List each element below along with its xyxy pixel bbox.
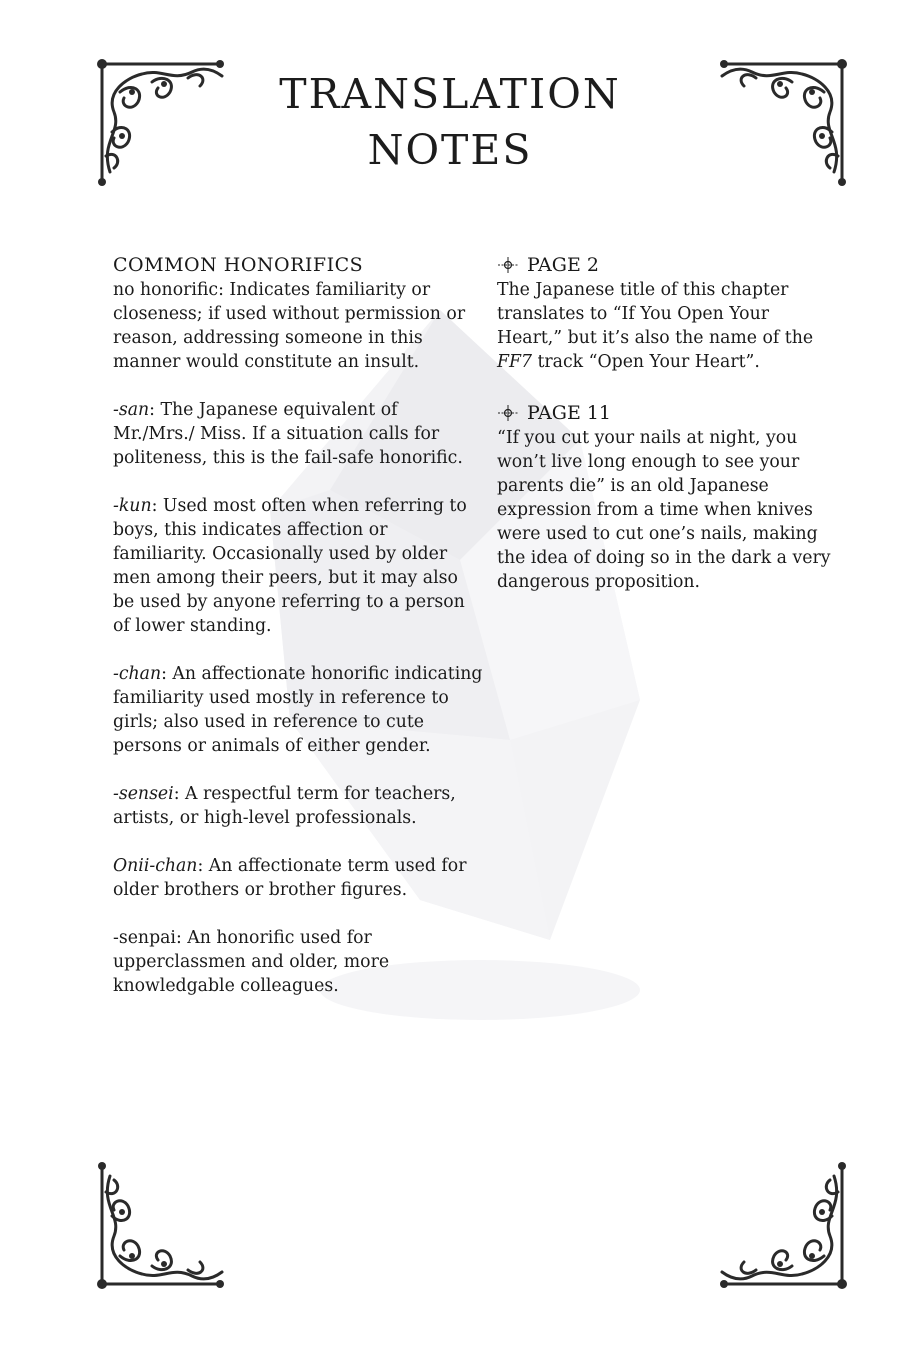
honorific-entry [113, 494, 483, 638]
honorifics-column [113, 252, 483, 1022]
note-italic-title: FF7 [497, 352, 532, 372]
honorific-desc: : An affectionate term used for older brothers or brother figures. [113, 856, 467, 900]
page-note [497, 400, 832, 594]
honorific-senpai: -senpai: An honorific used for upperclassmen and older, more knowledgable colleagues. [113, 928, 390, 996]
note-heading [497, 252, 832, 278]
honorific-term: -san [113, 400, 150, 420]
honorific-entry [113, 662, 483, 758]
note-body [497, 278, 832, 374]
note-heading [497, 400, 832, 426]
honorific-desc: : An affectionate honorific indicating familiarity used mostly in reference to girls; also used in reference to cute persons or animals of either gender. [113, 664, 483, 756]
note-text: track “Open Your Heart”. [531, 352, 760, 372]
honorific-entry [113, 398, 483, 470]
compass-ornament-icon [497, 404, 519, 422]
note-body: “If you cut your nails at night, you won’t live long enough to see your parents die” is an old Japanese expression from a time when knives were used to cut one’s nails, making the idea of doing so in the dark a very dangerous proposition. [497, 428, 831, 592]
honorifics-heading: COMMON HONORIFICS [113, 254, 364, 276]
honorific-term: -kun [113, 496, 152, 516]
honorific-term: Onii-chan [113, 856, 198, 876]
honorific-desc: : The Japanese equivalent of Mr./Mrs./ Miss. If a situation calls for politeness, this is the fail-safe honorific. [113, 400, 463, 468]
honorific-desc: : Used most often when referring to boys, this indicates affection or familiarity. Occasionally used by older men among their peers, but it may also be used by anyone referring to a person of lower standing. [113, 496, 467, 636]
page-note [497, 252, 832, 374]
corner-ornament-icon [92, 1156, 232, 1296]
corner-ornament-icon [712, 52, 852, 192]
honorific-intro: no honorific: Indicates familiarity or closeness; if used without permission or reason, addressing someone in this manner would constitute an insult. [113, 280, 466, 372]
honorific-desc: : A respectful term for teachers, artists, or high-level professionals. [113, 784, 456, 828]
honorific-term: -sensei [113, 784, 174, 804]
honorific-entry [113, 782, 483, 830]
corner-ornament-icon [92, 52, 232, 192]
note-heading-label: PAGE 2 [527, 254, 599, 276]
note-text: The Japanese title of this chapter translates to “If You Open Your Heart,” but it’s also the name of the [497, 280, 814, 348]
title-line-2: NOTES [367, 126, 533, 174]
page-title [250, 66, 650, 178]
note-heading-label: PAGE 11 [527, 402, 612, 424]
title-line-1: TRANSLATION [279, 70, 621, 118]
compass-ornament-icon [497, 256, 519, 274]
honorific-term: -chan [113, 664, 162, 684]
corner-ornament-icon [712, 1156, 852, 1296]
page-notes-column [497, 252, 832, 620]
honorific-entry [113, 854, 483, 902]
